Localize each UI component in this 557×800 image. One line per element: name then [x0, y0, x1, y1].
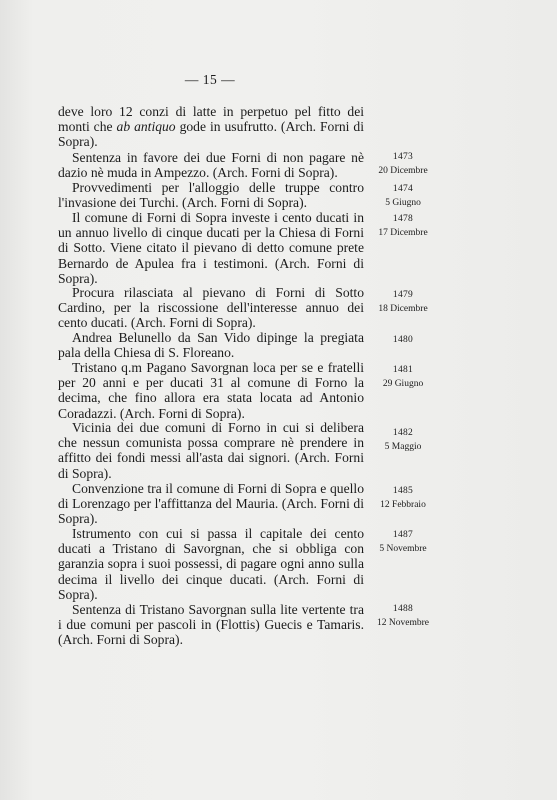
- entry-date: [368, 150, 438, 178]
- entry-text-part: deve loro 12 conzi di latte in perpetuo pel fitto dei monti che: [58, 104, 364, 135]
- entry-year: 1488: [392, 604, 414, 614]
- entry-text: [58, 104, 364, 150]
- entry-day: 18 Dicembre: [378, 304, 428, 314]
- entry-year: 1482: [392, 428, 414, 438]
- entry-date: [368, 363, 438, 391]
- entry-paragraph: Convenzione tra il comune di Forni di Sopra e quello di Lorenzago per l'affittanza del Mauria. (Arch. Forni di Sopra).: [58, 481, 364, 527]
- entry-text: [58, 150, 364, 180]
- entry-date: [368, 602, 438, 630]
- entry-year: 1478: [392, 214, 414, 224]
- entry-date: [368, 333, 438, 347]
- entry-day: 17 Dicembre: [378, 228, 428, 238]
- entry-text: [58, 526, 364, 602]
- entry-text-part: gode in usufrutto. (Arch. Forni di Sopra).: [58, 119, 364, 150]
- entry-date: [368, 288, 438, 316]
- page-number: — 15 —: [184, 72, 236, 87]
- entry-paragraph: Il comune di Forni di Sopra investe i cento ducati in un annuo livello di cinque ducati per la Chiesa di Forni di Sotto. Viene citato il pievano di detto comune prete Bernardo de Apulea fra i testimoni. (Arch. Forni di Sopra).: [58, 210, 364, 286]
- entry-day: 5 Giugno: [385, 198, 421, 208]
- entry-italic-phrase: ab antiquo: [116, 119, 176, 135]
- entry-date: [368, 426, 438, 454]
- entry-text: [58, 360, 364, 421]
- entry-paragraph: Sentenza di Tristano Savorgnan sulla lite vertente tra i due comuni per pascoli in (Flottis) Guecis e Tamaris. (Arch. Forni di Sopra).: [58, 602, 364, 648]
- entry-paragraph: Istrumento con cui si passa il capitale dei cento ducati a Tristano di Savorgnan, che si obbliga con garanzia sopra i suoi possessi, di pagare ogni anno sulla decima il livello dei cinque ducati. (Arch. Forni di Sopra).: [58, 526, 364, 602]
- entry-year: 1485: [392, 486, 414, 496]
- entry-paragraph: Sentenza in favore dei due Forni di non pagare nè dazio nè muda in Ampezzo. (Arch. Forni di Sopra).: [58, 150, 364, 181]
- entry-day: 12 Febbraio: [380, 500, 426, 510]
- entry-day: 12 Novembre: [377, 618, 429, 628]
- entry-day: 5 Novembre: [379, 544, 427, 554]
- entry-year: 1473: [392, 152, 414, 162]
- entry-day: 29 Giugno: [382, 379, 424, 389]
- entry-text: [58, 481, 364, 527]
- entry-day: 20 Dicembre: [378, 166, 428, 176]
- entry-year: 1474: [392, 184, 414, 194]
- entry-paragraph: Tristano q.m Pagano Savorgnan loca per se e fratelli per 20 anni e per ducati 31 al comune di Forno la decima, che fino allora era stata locata ad Antonio Coradazzi. (Arch. Forni di Sopra).: [58, 360, 364, 421]
- entry-text: [58, 285, 364, 331]
- entry-day: 5 Maggio: [384, 442, 422, 452]
- entry-text: [58, 210, 364, 286]
- entry-date: [368, 212, 438, 240]
- entry-year: 1481: [392, 365, 414, 375]
- entry-paragraph: Andrea Belunello da San Vido dipinge la pregiata pala della Chiesa di S. Floreano.: [58, 330, 364, 361]
- entry-paragraph: [58, 104, 364, 150]
- entry-text: [58, 180, 364, 210]
- entry-text: [58, 330, 364, 360]
- entry-paragraph: Vicinia dei due comuni di Forno in cui si delibera che nessun comunista possa comprare nè prendere in affitto dei fondi messi all'asta dai signori. (Arch. Forni di Sopra).: [58, 420, 364, 481]
- entry-text: [58, 420, 364, 481]
- entry-text: [58, 602, 364, 648]
- entry-paragraph: Provvedimenti per l'alloggio delle truppe contro l'invasione dei Turchi. (Arch. Forni di Sopra).: [58, 180, 364, 211]
- entry-year: 1487: [392, 530, 414, 540]
- entry-date: [368, 182, 438, 210]
- entry-date: [368, 484, 438, 512]
- entry-paragraph: Procura rilasciata al pievano di Forni di Sotto Cardino, per la riscossione dell'interesse annuo dei cento ducati. (Arch. Forni di Sopra).: [58, 285, 364, 331]
- entry-year: 1479: [392, 290, 414, 300]
- entry-date: [368, 528, 438, 556]
- entry-year: 1480: [392, 335, 414, 345]
